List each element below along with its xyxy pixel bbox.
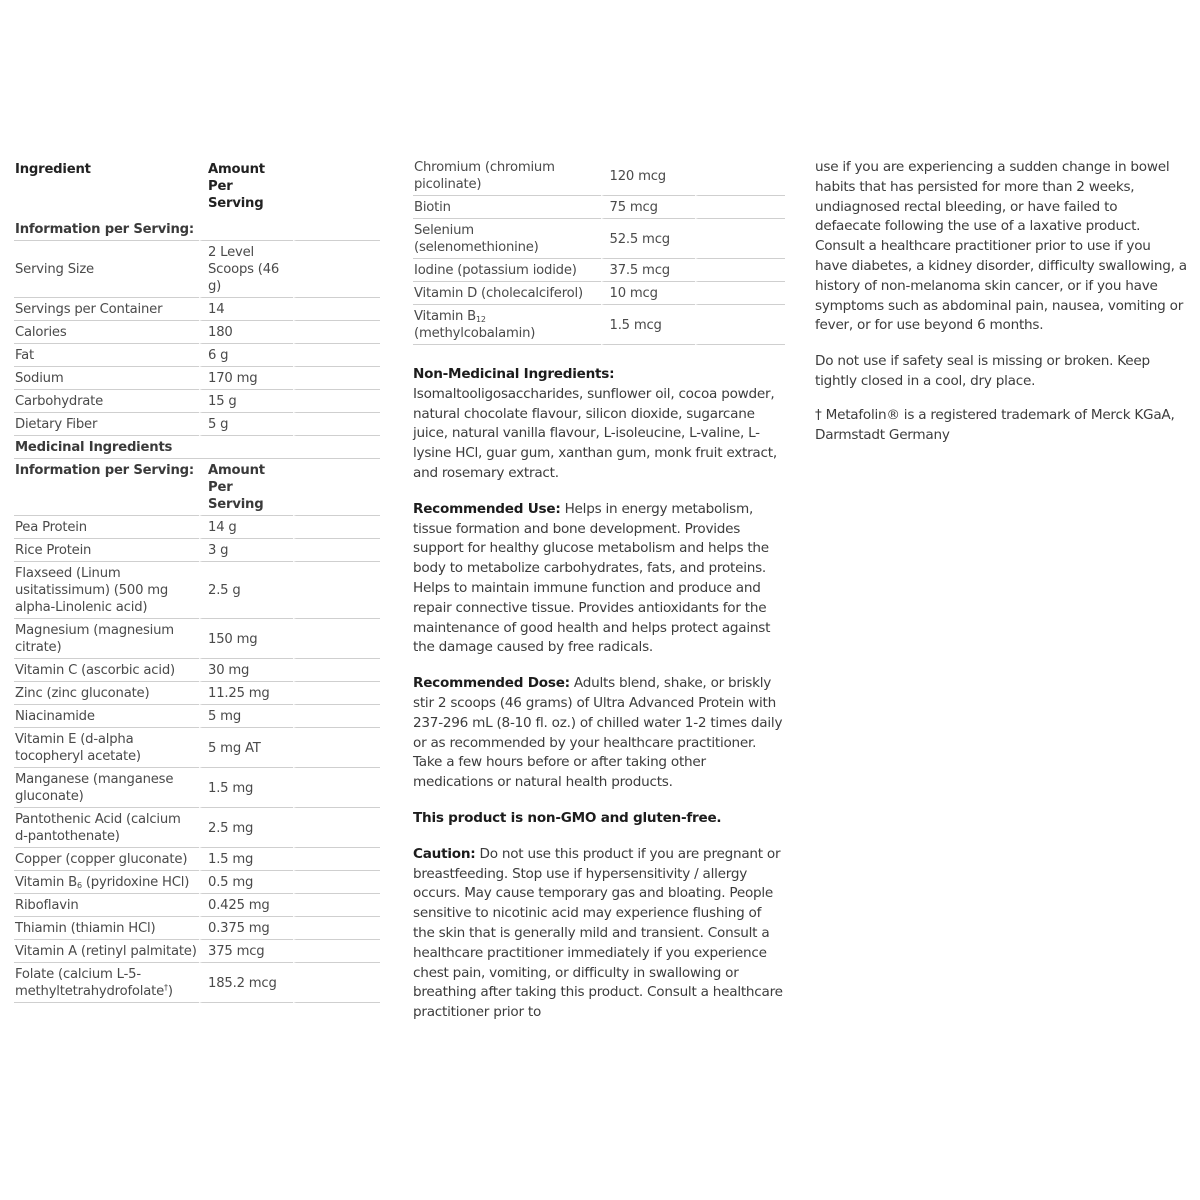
table-row: Magnesium (magnesium citrate) 150 mg	[14, 619, 380, 659]
header-ingredient: Ingredient	[15, 162, 91, 177]
caution-continued: use if you are experiencing a sudden change in bowel habits that has persisted for more than 2 weeks, undiagnosed rectal bleeding, or have failed to defaecate following the use of a laxative product. Consult a healthcare practitioner prior to use if you have diabetes, a kidney disorder, difficulty swallowing, a history of non-melanoma skin cancer, or if you have symptoms such as abdominal pain, nausea, vomiting or fever, or for use beyond 6 months.	[815, 159, 1187, 334]
table-row: Flaxseed (Linum usitatissimum) (500 mg alpha-Linolenic acid) 2.5 g	[14, 562, 380, 619]
recommended-use: Recommended Use: Helps in energy metabolism, tissue formation and bone development. Provides support for healthy glucose metabolism and helps the body to metabolize carbohydrates, fats, and proteins. Helps to maintain immune function and produce and repair connective tissue. Provides antioxidants for the maintenance of good health and helps protect against the damage caused by free radicals.	[413, 500, 771, 656]
table-row: Vitamin $B_6$ (pyridoxine HCl) 0.5 mg	[14, 871, 380, 894]
table-row: Dietary Fiber 5 g	[14, 413, 380, 436]
trademark-note: † Metafolin® is a registered trademark of Merck KGaA, Darmstadt Germany	[815, 406, 1175, 443]
recommended-use-label: Recommended Use:	[413, 500, 561, 517]
table-row: Pantothenic Acid (calcium d-pantothenate) 2.5 mg	[14, 808, 380, 848]
info-heading: Information per Serving:	[14, 214, 199, 241]
table-row: Servings per Container 14	[14, 298, 380, 321]
table-row: Folate (calcium L-5-methyltetrahydrofolate†) 185.2 mcg	[14, 963, 380, 1003]
table-row: Vitamin C (ascorbic acid) 30 mg	[14, 659, 380, 682]
caution: Caution: Do not use this product if you are pregnant or breastfeeding. Stop use if hypersensitivity / allergy occurs. May cause temporary gas and bloating. People sensitive to nicotinic acid may experience flushing of the skin that is generally mild and transient. Consult a healthcare practitioner immediately if you experience chest pain, vomiting, or difficulty in swallowing or breathing after taking this product. Consult a healthcare practitioner prior to	[413, 845, 783, 1021]
table-row: Serving Size 2 Level Scoops (46 g)	[14, 241, 380, 298]
table-row: Iodine (potassium iodide) 37.5 mcg	[413, 259, 785, 282]
supplement-facts-table-continued	[413, 156, 785, 345]
table-row: Rice Protein 3 g	[14, 539, 380, 562]
table-row: Copper (copper gluconate) 1.5 mg	[14, 848, 380, 871]
table-row: Selenium (selenomethionine) 52.5 mcg	[413, 219, 785, 259]
non-medicinal-ingredients: Non-Medicinal Ingredients: Isomaltooligosaccharides, sunflower oil, cocoa powder, natural chocolate flavour, silicon dioxide, sugarcane juice, natural vanilla flavour, L-isoleucine, L-valine, L-lysine HCl, guar gum, xanthan gum, monk fruit extract, and rosemary extract.	[413, 366, 777, 481]
table-row: Vitamin $B_{12}$ (methylcobalamin) 1.5 mcg	[413, 305, 785, 345]
table-row: Manganese (manganese gluconate) 1.5 mg	[14, 768, 380, 808]
non-medicinal-label: Non-Medicinal Ingredients:	[413, 366, 615, 382]
table-header-row	[14, 158, 380, 214]
table-row: Fat 6 g	[14, 344, 380, 367]
middle-column	[413, 158, 785, 1023]
storage-warning: Do not use if safety seal is missing or broken. Keep tightly closed in a cool, dry place.	[815, 353, 1150, 389]
table-row: Vitamin E (d-alpha tocopheryl acetate) 5 mg AT	[14, 728, 380, 768]
table-row: Calories 180	[14, 321, 380, 344]
table-row: Carbohydrate 15 g	[14, 390, 380, 413]
dagger-mark: †	[164, 983, 168, 992]
table-row: Chromium (chromium picolinate) 120 mcg	[413, 156, 785, 196]
table-row: Niacinamide 5 mg	[14, 705, 380, 728]
table-row: Thiamin (thiamin HCl) 0.375 mg	[14, 917, 380, 940]
table-row: Riboflavin 0.425 mg	[14, 894, 380, 917]
left-column	[14, 158, 380, 1003]
medicinal-subheader-row: Information per Serving: Amount Per Serving	[14, 459, 380, 516]
table-row: Zinc (zinc gluconate) 11.25 mg	[14, 682, 380, 705]
non-gmo-statement: This product is non-GMO and gluten-free.	[413, 809, 722, 826]
right-column	[815, 158, 1187, 445]
table-row: Pea Protein 14 g	[14, 516, 380, 539]
recommended-dose: Recommended Dose: Adults blend, shake, or briskly stir 2 scoops (46 grams) of Ultra Advanced Protein with 237-296 mL (8-10 fl. oz.) of chilled water 1-2 times daily or as recommended by your healthcare practitioner. Take a few hours before or after taking other medications or natural health products.	[413, 675, 783, 791]
table-row: Vitamin D (cholecalciferol) 10 mcg	[413, 282, 785, 305]
table-row: Vitamin A (retinyl palmitate) 375 mcg	[14, 940, 380, 963]
table-row: Biotin 75 mcg	[413, 196, 785, 219]
medicinal-heading: Medicinal Ingredients	[14, 436, 380, 459]
recommended-dose-label: Recommended Dose:	[413, 675, 570, 692]
info-heading-row	[14, 214, 380, 241]
caution-label: Caution:	[413, 845, 476, 862]
medicinal-heading-row	[14, 436, 380, 459]
label-text-block	[413, 365, 785, 1023]
table-row: Sodium 170 mg	[14, 367, 380, 390]
supplement-facts-table	[14, 158, 380, 1003]
header-amount: Amount Per Serving	[199, 158, 293, 214]
